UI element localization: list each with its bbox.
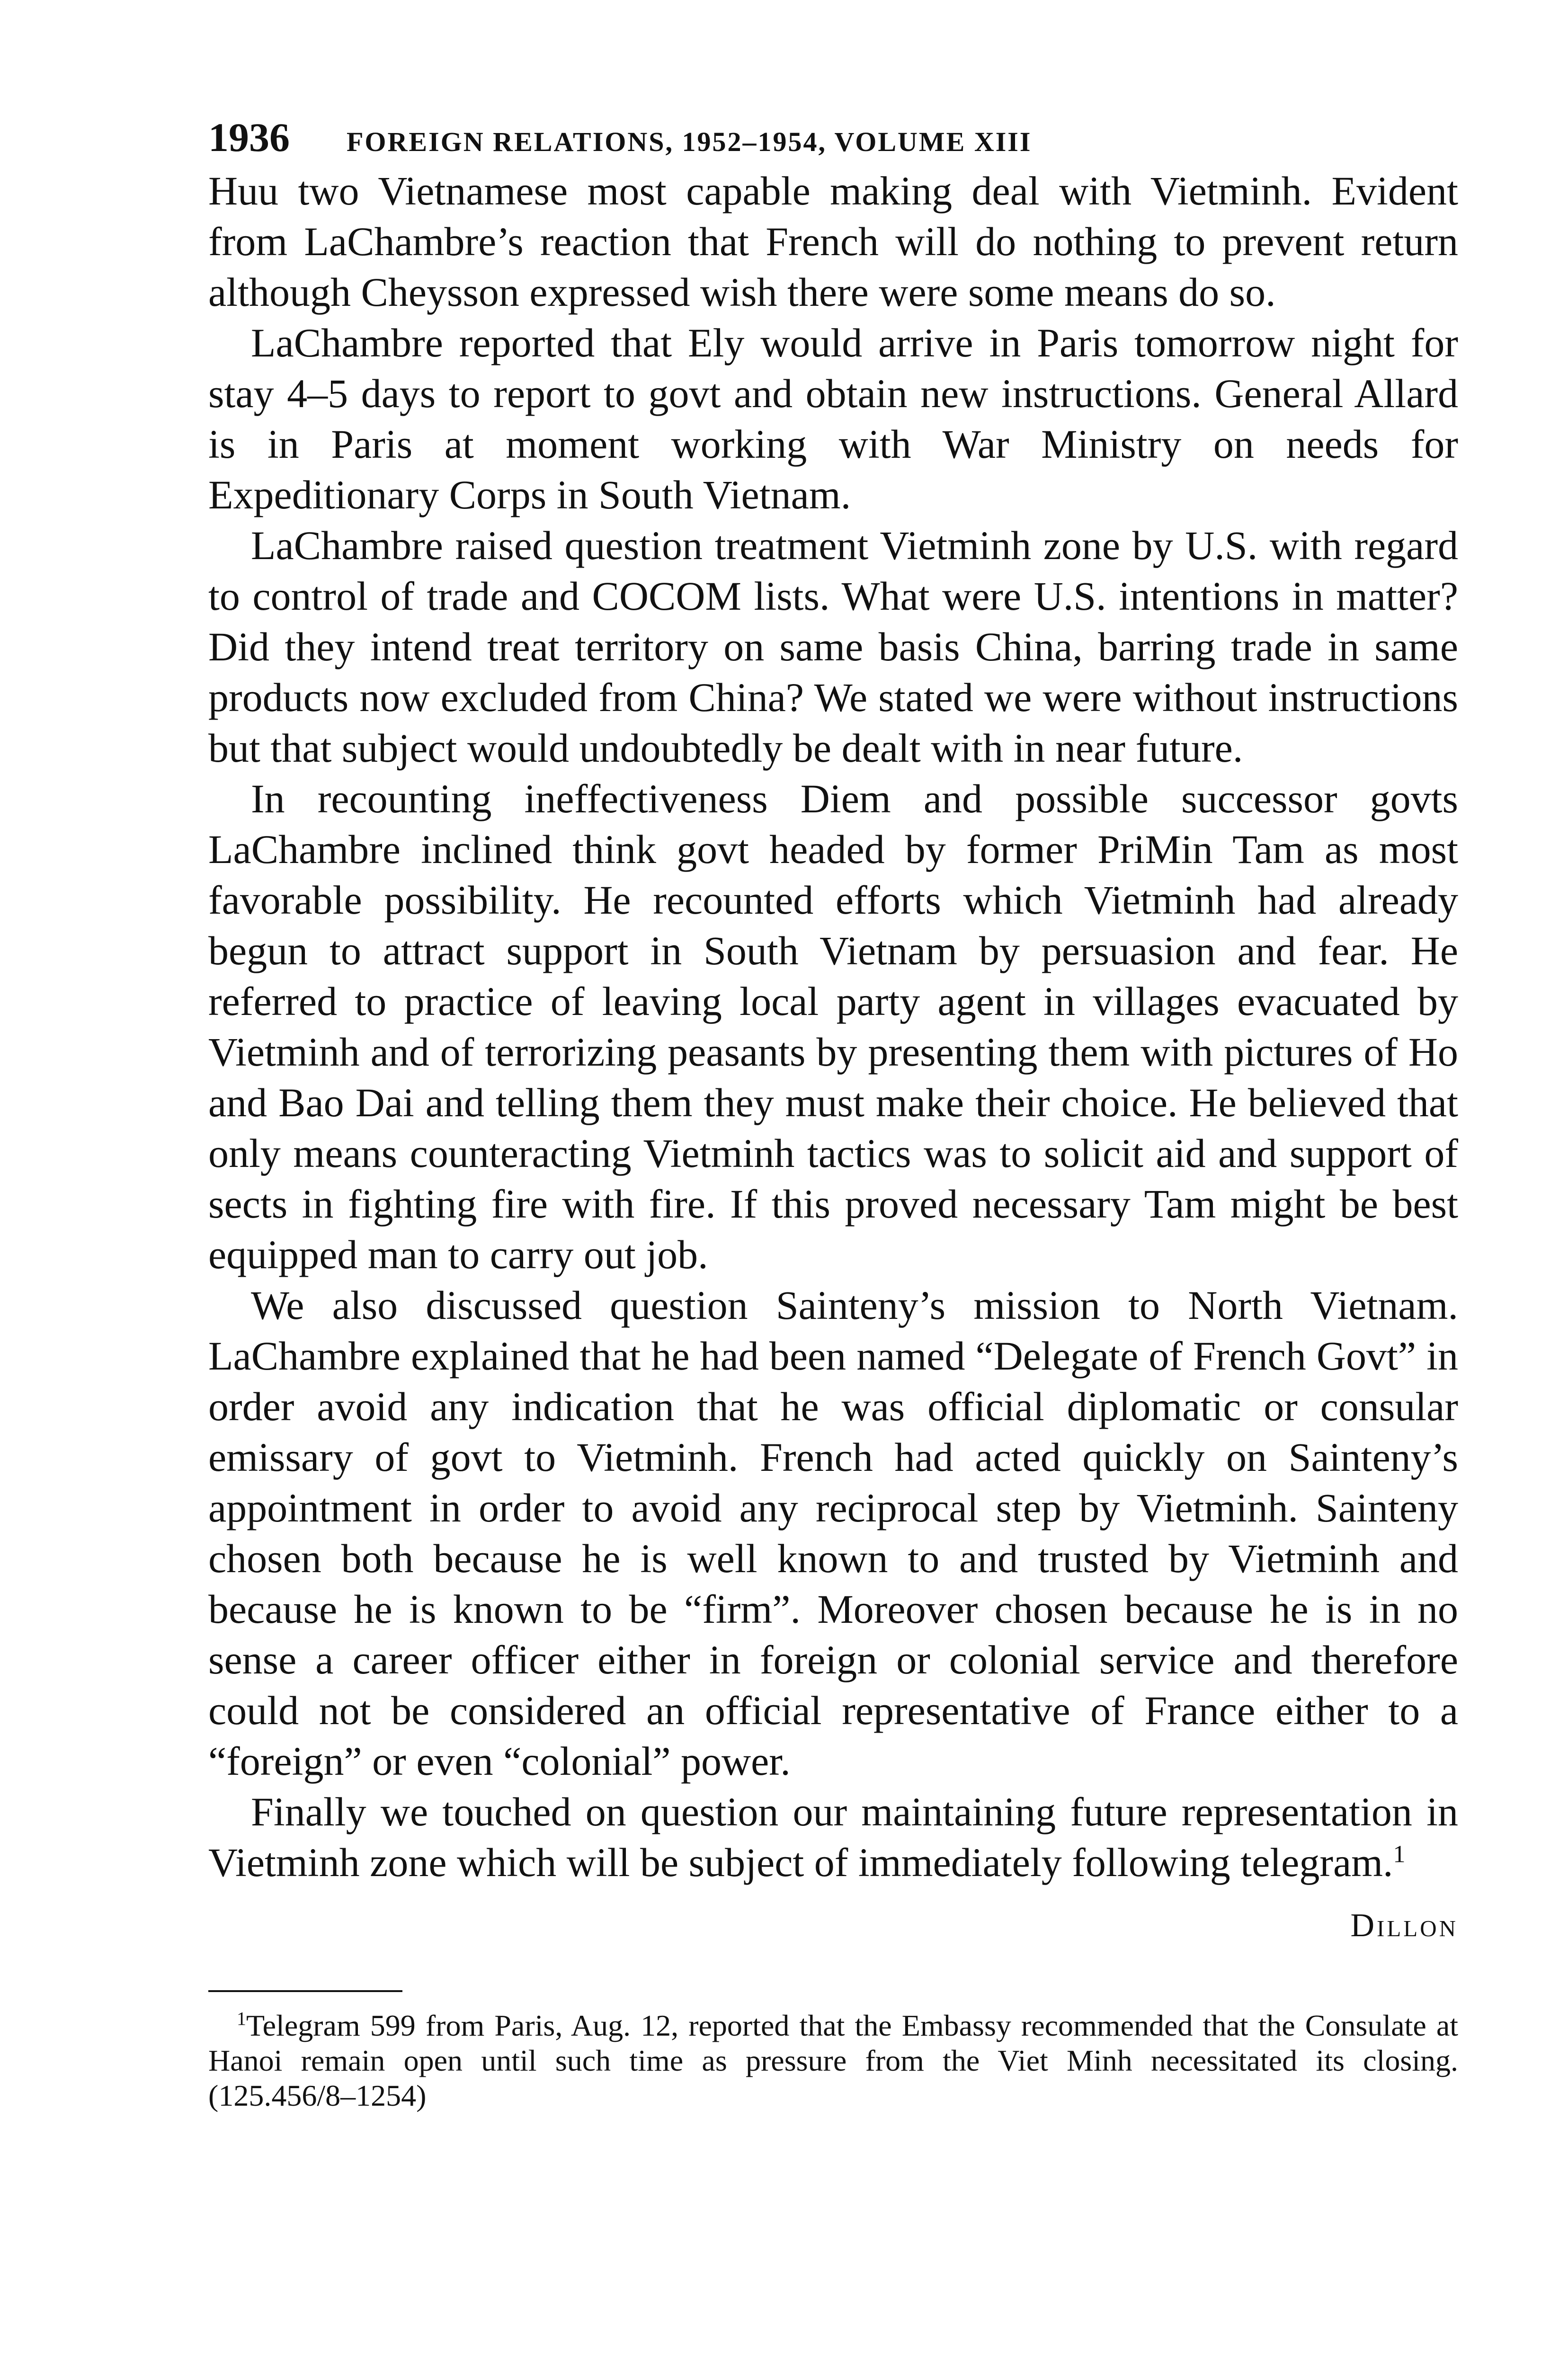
page-number: 1936 [208, 115, 290, 160]
footnote-text: Telegram 599 from Paris, Aug. 12, reported that the Embassy recommended that the Consulate at Hanoi remain open until such time as pressure from the Viet Minh necessitated its closing. (125.456/8–1254) [208, 2009, 1458, 2112]
running-header-title: FOREIGN RELATIONS, 1952–1954, VOLUME XIII [347, 126, 1032, 157]
paragraph-6 [208, 1787, 1458, 1888]
paragraph-6-text: Finally we touched on question our maintaining future representation in Vietminh zone which will be subject of immediately following telegram. [208, 1789, 1458, 1885]
signature: Dillon [1350, 1907, 1458, 1944]
paragraph-3: LaChambre raised question treatment Vietminh zone by U.S. with regard to control of trade and COCOM lists. What were U.S. intentions in matter? Did they intend treat territory on same basis China, barring trade in same products now excluded from China? We stated we were without instructions but that subject would undoubtedly be dealt with in near future. [208, 523, 1458, 771]
running-header [208, 114, 1458, 166]
footnote [208, 2008, 1458, 2113]
document-body [208, 166, 1458, 1888]
paragraph-2: LaChambre reported that Ely would arrive in Paris tomorrow night for stay 4–5 days to report to govt and obtain new instructions. General Allard is in Paris at moment working with War Ministry on needs for Expeditionary Corps in South Vietnam. [208, 320, 1458, 517]
page [208, 114, 1458, 2113]
paragraph-5: We also discussed question Sainteny’s mission to North Vietnam. LaChambre explained that he had been named “Delegate of French Govt” in order avoid any indication that he was official diplomatic or consular emissary of govt to Vietminh. French had acted quickly on Sainteny’s appointment in order to avoid any reciprocal step by Vietminh. Sainteny chosen both because he is well known to and trusted by Vietminh and because he is known to be “firm”. Moreover chosen because he is in no sense a career officer either in foreign or colonial service and therefore could not be considered an official representative of France either to a “foreign” or even “colonial” power. [208, 1282, 1458, 1784]
paragraph-4: In recounting ineffectiveness Diem and possible successor govts LaChambre inclined think govt headed by former PriMin Tam as most favorable possibility. He recounted efforts which Vietminh had already begun to attract support in South Vietnam by persuasion and fear. He referred to practice of leaving local party agent in villages evacuated by Vietminh and of terrorizing peasants by presenting them with pictures of Ho and Bao Dai and telling them they must make their choice. He believed that only means counteracting Vietminh tactics was to solicit aid and support of sects in fighting fire with fire. If this proved necessary Tam might be best equipped man to carry out job. [208, 776, 1458, 1277]
paragraph-1: Huu two Vietnamese most capable making deal with Vietminh. Evident from LaChambre’s reaction that French will do nothing to prevent return although Cheysson expressed wish there were some means do so. [208, 168, 1458, 315]
footnote-reference[interactable]: 1 [1393, 1841, 1406, 1868]
footnote-divider [208, 1990, 402, 1992]
footnote-marker: 1 [237, 2008, 246, 2029]
